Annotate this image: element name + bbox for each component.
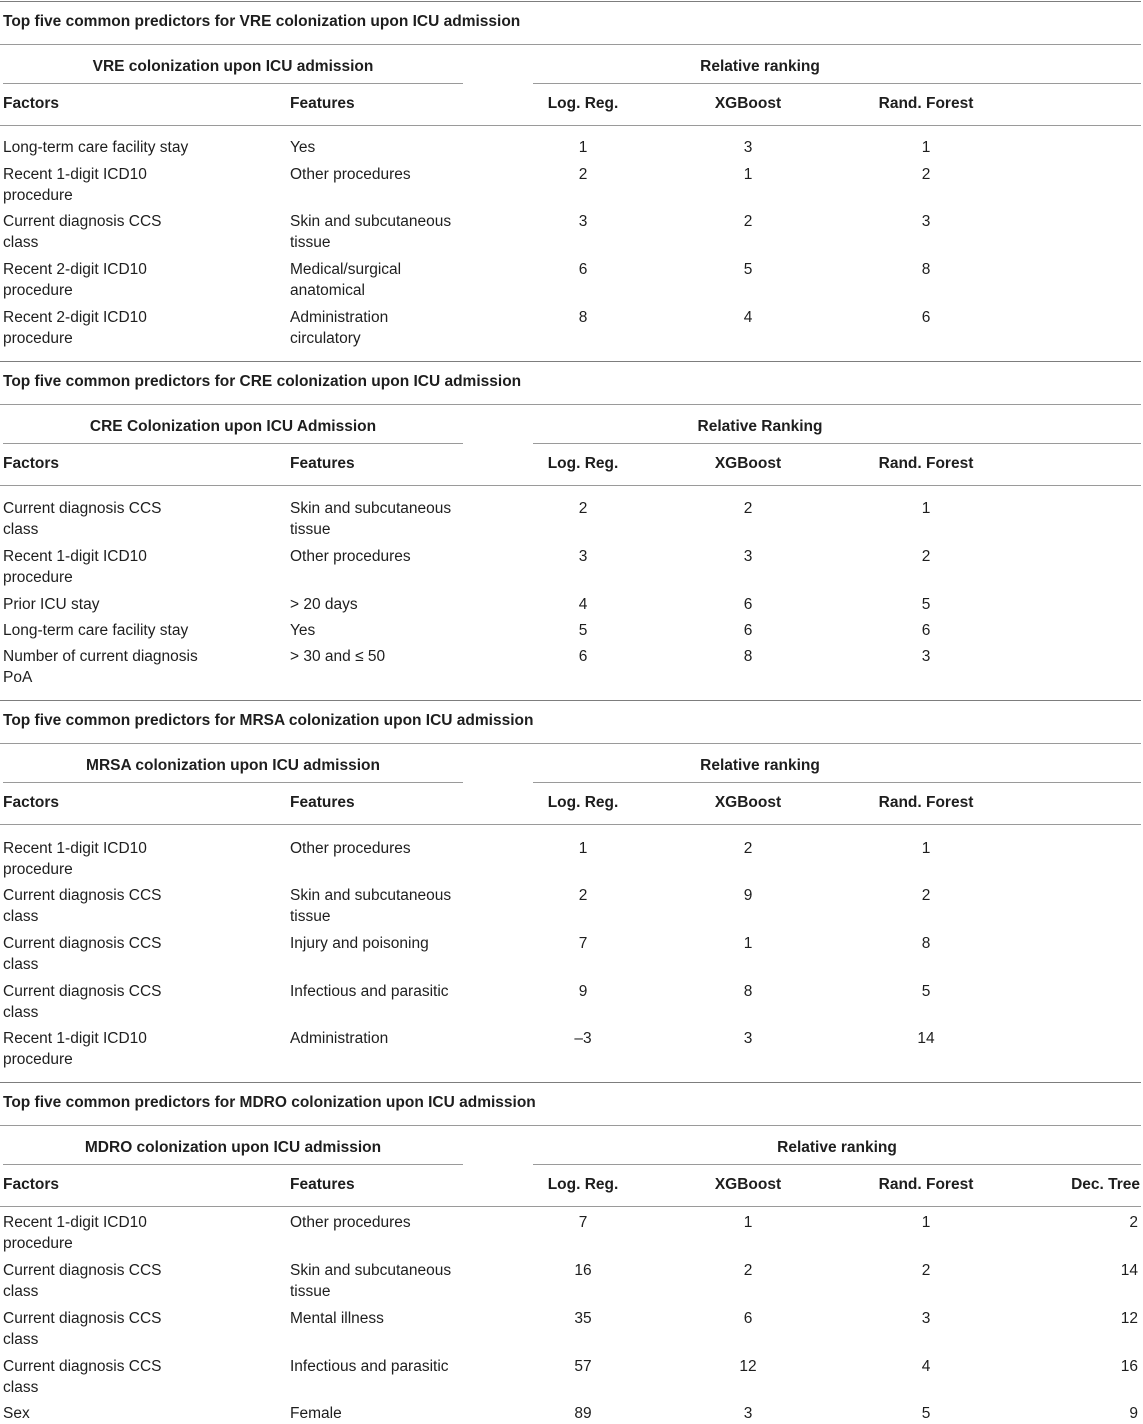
feature-cell: Other procedures [290, 548, 411, 565]
rank-cell: 1 [578, 840, 588, 857]
caption-rule [0, 1125, 1141, 1126]
group-underline [3, 83, 463, 84]
feature-cell: Infectious and parasitic [290, 1358, 449, 1375]
rank-cell: 35 [574, 1310, 592, 1327]
rank-cell: 1 [743, 935, 753, 952]
rank-cell: 1 [743, 166, 753, 183]
feature-cell: Mental illness [290, 1310, 384, 1327]
column-header-rand-forest: Rand. Forest [878, 95, 974, 112]
feature-cell: Skin and subcutaneous [290, 1262, 452, 1279]
column-header-features: Features [290, 1176, 355, 1193]
rank-cell: 9 [743, 887, 753, 904]
feature-cell: > 20 days [290, 596, 358, 613]
ranking-underline [533, 1164, 1141, 1165]
factor-cell: class [3, 908, 39, 925]
rank-cell: 2 [921, 887, 931, 904]
ranking-underline [533, 83, 1141, 84]
feature-cell: Yes [290, 622, 316, 639]
column-header-log-reg: Log. Reg. [547, 794, 619, 811]
factor-cell: procedure [3, 569, 73, 586]
factor-cell: PoA [3, 669, 33, 686]
table-caption: Top five common predictors for CRE colonization upon ICU admission [3, 373, 522, 390]
factor-cell: Sex [3, 1405, 30, 1422]
rank-cell: 3 [743, 548, 753, 565]
table-caption: Top five common predictors for VRE colonization upon ICU admission [3, 13, 521, 30]
feature-cell: Other procedures [290, 840, 411, 857]
rank-cell: 9 [1129, 1405, 1138, 1422]
group-underline [3, 443, 463, 444]
feature-cell: > 30 and ≤ 50 [290, 648, 386, 665]
column-header-features: Features [290, 794, 355, 811]
column-header-xgboost: XGBoost [714, 95, 782, 112]
factor-cell: procedure [3, 1051, 73, 1068]
factor-cell: Recent 1-digit ICD10 [3, 840, 147, 857]
table-caption: Top five common predictors for MRSA colonization upon ICU admission [3, 712, 534, 729]
feature-cell: tissue [290, 234, 331, 251]
column-header-factors: Factors [3, 95, 59, 112]
rank-cell: 8 [578, 309, 588, 326]
column-header-rand-forest: Rand. Forest [878, 455, 974, 472]
column-header-rand-forest: Rand. Forest [878, 794, 974, 811]
factor-cell: procedure [3, 1235, 73, 1252]
column-header-log-reg: Log. Reg. [547, 455, 619, 472]
feature-cell: Medical/surgical [290, 261, 402, 278]
feature-cell: Injury and poisoning [290, 935, 429, 952]
column-header-xgboost: XGBoost [714, 1176, 782, 1193]
rank-cell: 6 [578, 648, 588, 665]
rank-cell: 6 [743, 622, 753, 639]
rank-cell: 2 [578, 887, 588, 904]
rank-cell: 5 [743, 261, 753, 278]
rank-cell: 4 [743, 309, 753, 326]
feature-cell: tissue [290, 908, 331, 925]
factor-cell: class [3, 1379, 39, 1396]
header-rule [0, 1206, 1141, 1207]
rank-cell: 2 [921, 1262, 931, 1279]
rank-cell: –3 [574, 1030, 592, 1047]
feature-cell: anatomical [290, 282, 365, 299]
rank-cell: 14 [917, 1030, 935, 1047]
caption-rule [0, 743, 1141, 744]
column-header-dec-tree: Dec. Tree [1071, 1176, 1140, 1193]
rank-cell: 1 [743, 1214, 753, 1231]
factor-cell: Recent 2-digit ICD10 [3, 261, 147, 278]
rank-cell: 8 [743, 648, 753, 665]
rank-cell: 3 [921, 648, 931, 665]
rank-cell: 5 [921, 1405, 931, 1422]
factor-cell: Long-term care facility stay [3, 622, 189, 639]
rank-cell: 2 [921, 548, 931, 565]
feature-cell: Other procedures [290, 1214, 411, 1231]
rank-cell: 4 [578, 596, 588, 613]
header-rule [0, 824, 1141, 825]
column-header-factors: Factors [3, 794, 59, 811]
group-label: CRE Colonization upon ICU Admission [89, 418, 377, 435]
rank-cell: 16 [1120, 1358, 1138, 1375]
rank-cell: 5 [578, 622, 588, 639]
feature-cell: Skin and subcutaneous [290, 500, 452, 517]
factor-cell: class [3, 956, 39, 973]
group-label: MRSA colonization upon ICU admission [86, 757, 380, 774]
rank-cell: 8 [921, 935, 931, 952]
column-header-features: Features [290, 455, 355, 472]
rank-cell: 1 [921, 840, 931, 857]
rank-cell: 16 [574, 1262, 592, 1279]
rank-cell: 2 [743, 500, 753, 517]
factor-cell: Recent 1-digit ICD10 [3, 548, 147, 565]
feature-cell: Skin and subcutaneous [290, 213, 452, 230]
column-header-features: Features [290, 95, 355, 112]
rank-cell: 1 [921, 500, 931, 517]
rank-cell: 2 [1129, 1214, 1138, 1231]
feature-cell: Yes [290, 139, 316, 156]
ranking-underline [533, 782, 1141, 783]
rank-cell: 4 [921, 1358, 931, 1375]
rank-cell: 8 [921, 261, 931, 278]
feature-cell: circulatory [290, 330, 361, 347]
factor-cell: class [3, 1283, 39, 1300]
factor-cell: Current diagnosis CCS [3, 213, 162, 230]
header-rule [0, 125, 1141, 126]
caption-rule [0, 44, 1141, 45]
column-header-xgboost: XGBoost [714, 455, 782, 472]
section-top-rule [0, 700, 1141, 701]
rank-cell: 7 [578, 935, 588, 952]
feature-cell: Skin and subcutaneous [290, 887, 452, 904]
group-underline [3, 782, 463, 783]
rank-cell: 2 [921, 166, 931, 183]
factor-cell: Recent 1-digit ICD10 [3, 166, 147, 183]
feature-cell: tissue [290, 521, 331, 538]
feature-cell: Administration [290, 309, 389, 326]
ranking-label: Relative ranking [700, 757, 820, 774]
rank-cell: 6 [578, 261, 588, 278]
rank-cell: 3 [743, 1030, 753, 1047]
rank-cell: 12 [739, 1358, 757, 1375]
rank-cell: 12 [1120, 1310, 1138, 1327]
rank-cell: 3 [743, 139, 753, 156]
rank-cell: 6 [743, 596, 753, 613]
feature-cell: Administration [290, 1030, 389, 1047]
factor-cell: Recent 1-digit ICD10 [3, 1214, 147, 1231]
rank-cell: 5 [921, 983, 931, 1000]
group-label: VRE colonization upon ICU admission [92, 58, 374, 75]
ranking-underline [533, 443, 1141, 444]
rank-cell: 5 [921, 596, 931, 613]
rank-cell: 1 [921, 139, 931, 156]
factor-cell: class [3, 521, 39, 538]
rank-cell: 9 [578, 983, 588, 1000]
column-header-log-reg: Log. Reg. [547, 1176, 619, 1193]
column-header-xgboost: XGBoost [714, 794, 782, 811]
group-label: MDRO colonization upon ICU admission [84, 1139, 382, 1156]
column-header-factors: Factors [3, 455, 59, 472]
factor-cell: Current diagnosis CCS [3, 1358, 162, 1375]
feature-cell: tissue [290, 1283, 331, 1300]
factor-cell: Number of current diagnosis [3, 648, 198, 665]
factor-cell: Recent 1-digit ICD10 [3, 1030, 147, 1047]
rank-cell: 1 [921, 1214, 931, 1231]
rank-cell: 6 [921, 309, 931, 326]
factor-cell: class [3, 1331, 39, 1348]
feature-cell: Female [290, 1405, 342, 1422]
factor-cell: Current diagnosis CCS [3, 935, 162, 952]
rank-cell: 14 [1120, 1262, 1138, 1279]
ranking-label: Relative ranking [777, 1139, 897, 1156]
column-header-factors: Factors [3, 1176, 59, 1193]
section-top-rule [0, 1, 1141, 2]
feature-cell: Other procedures [290, 166, 411, 183]
rank-cell: 3 [921, 1310, 931, 1327]
factor-cell: Current diagnosis CCS [3, 500, 162, 517]
rank-cell: 3 [921, 213, 931, 230]
rank-cell: 7 [578, 1214, 588, 1231]
column-header-log-reg: Log. Reg. [547, 95, 619, 112]
factor-cell: class [3, 234, 39, 251]
rank-cell: 2 [743, 1262, 753, 1279]
rank-cell: 8 [743, 983, 753, 1000]
caption-rule [0, 404, 1141, 405]
rank-cell: 2 [743, 840, 753, 857]
rank-cell: 2 [578, 500, 588, 517]
rank-cell: 57 [574, 1358, 592, 1375]
rank-cell: 89 [574, 1405, 592, 1422]
factor-cell: Long-term care facility stay [3, 139, 189, 156]
rank-cell: 1 [578, 139, 588, 156]
rank-cell: 6 [921, 622, 931, 639]
factor-cell: procedure [3, 861, 73, 878]
factor-cell: Current diagnosis CCS [3, 887, 162, 904]
factor-cell: Current diagnosis CCS [3, 1310, 162, 1327]
section-top-rule [0, 1082, 1141, 1083]
factor-cell: procedure [3, 187, 73, 204]
rank-cell: 2 [743, 213, 753, 230]
rank-cell: 2 [578, 166, 588, 183]
factor-cell: class [3, 1004, 39, 1021]
rank-cell: 3 [578, 213, 588, 230]
table-caption: Top five common predictors for MDRO colonization upon ICU admission [3, 1094, 536, 1111]
rank-cell: 3 [743, 1405, 753, 1422]
factor-cell: Recent 2-digit ICD10 [3, 309, 147, 326]
factor-cell: procedure [3, 282, 73, 299]
factor-cell: Prior ICU stay [3, 596, 100, 613]
group-underline [3, 1164, 463, 1165]
ranking-label: Relative ranking [700, 58, 820, 75]
feature-cell: Infectious and parasitic [290, 983, 449, 1000]
rank-cell: 6 [743, 1310, 753, 1327]
factor-cell: Current diagnosis CCS [3, 1262, 162, 1279]
factor-cell: procedure [3, 330, 73, 347]
header-rule [0, 485, 1141, 486]
ranking-label: Relative Ranking [697, 418, 823, 435]
section-top-rule [0, 361, 1141, 362]
rank-cell: 3 [578, 548, 588, 565]
factor-cell: Current diagnosis CCS [3, 983, 162, 1000]
column-header-rand-forest: Rand. Forest [878, 1176, 974, 1193]
